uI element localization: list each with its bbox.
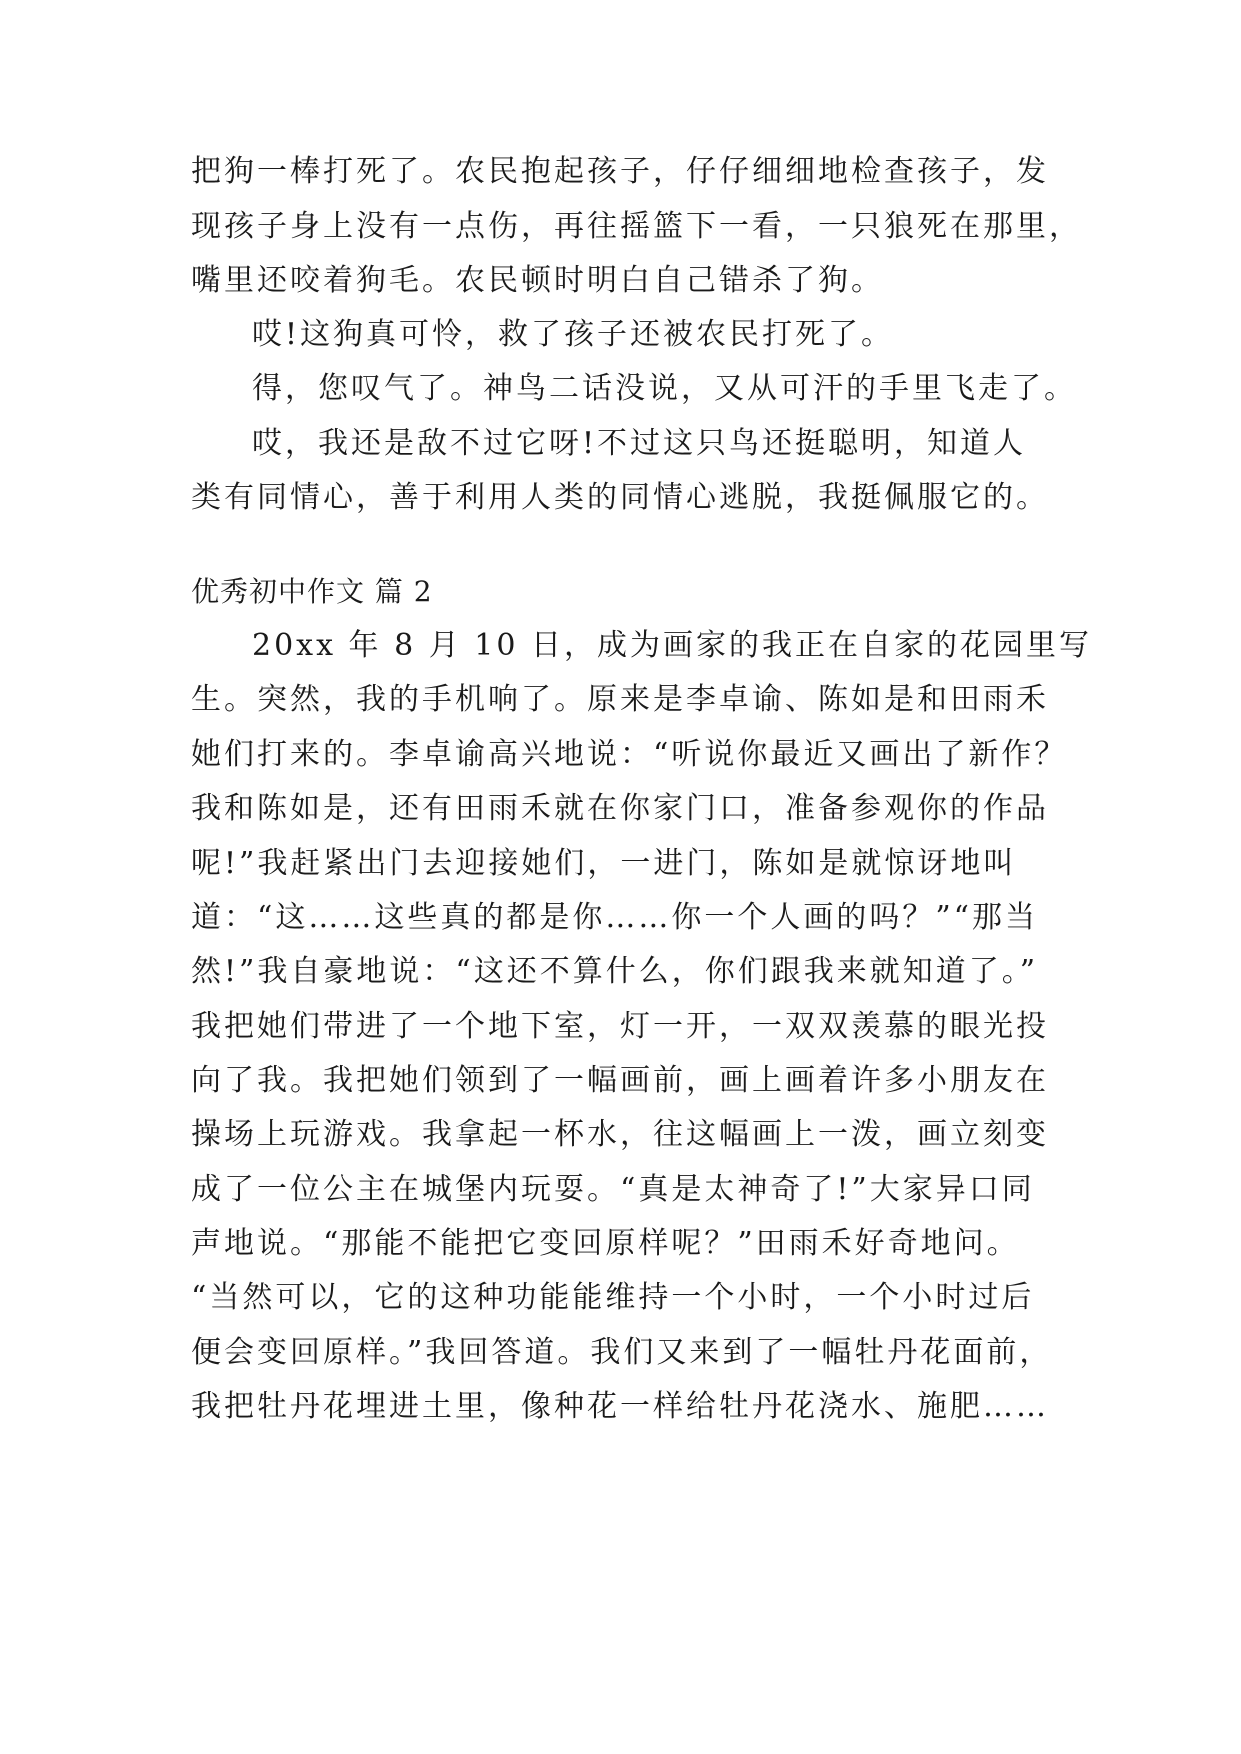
text-line: 哎，我还是敌不过它呀!不过这只鸟还挺聪明，知道人 — [252, 426, 1027, 461]
text-line: 我把她们带进了一个地下室，灯一开，一双双羡慕的眼光投 — [191, 1009, 1049, 1044]
text-line: 她们打来的。李卓谕高兴地说：“听说你最近又画出了新作？ — [191, 737, 1068, 772]
text-line: “当然可以，它的这种功能能维持一个小时，一个小时过后 — [191, 1280, 1035, 1315]
paragraph-text: 得，您叹气了。神鸟二话没说，又从可汗的手里飞走了。 — [252, 371, 1077, 406]
text-line: 便会变回原样。”我回答道。我们又来到了一幅牡丹花面前， — [191, 1335, 1053, 1370]
text-line: 我把牡丹花埋进土里，像种花一样给牡丹花浇水、施肥…… — [191, 1389, 1049, 1424]
section-heading: 优秀初中作文 篇 2 — [191, 575, 433, 608]
text-line: 成了一位公主在城堡内玩耍。“真是太神奇了!”大家异口同 — [191, 1172, 1035, 1207]
paragraph-text: 哎!这狗真可怜，救了孩子还被农民打死了。 — [252, 317, 895, 352]
text-line: 20xx 年 8 月 10 日，成为画家的我正在自家的花园里写 — [252, 628, 1092, 663]
text-line: 嘴里还咬着狗毛。农民顿时明白自己错杀了狗。 — [191, 263, 884, 298]
text-line: 声地说。“那能不能把它变回原样呢？”田雨禾好奇地问。 — [191, 1226, 1020, 1261]
text-line: 生。突然，我的手机响了。原来是李卓谕、陈如是和田雨禾 — [191, 682, 1049, 717]
text-line: 把狗一棒打死了。农民抱起孩子，仔仔细细地检查孩子，发 — [191, 154, 1049, 189]
text-line: 呢!”我赶紧出门去迎接她们，一进门，陈如是就惊讶地叫 — [191, 846, 1017, 881]
text-line: 类有同情心，善于利用人类的同情心逃脱，我挺佩服它的。 — [191, 480, 1049, 515]
text-line: 现孩子身上没有一点伤，再往摇篮下一看，一只狼死在那里， — [191, 209, 1082, 244]
text-line: 我和陈如是，还有田雨禾就在你家门口，准备参观你的作品 — [191, 791, 1049, 826]
text-line: 道：“这……这些真的都是你……你一个人画的吗？”“那当 — [191, 900, 1039, 935]
text-line: 操场上玩游戏。我拿起一杯水，往这幅画上一泼，画立刻变 — [191, 1117, 1049, 1152]
text-line: 向了我。我把她们领到了一幅画前，画上画着许多小朋友在 — [191, 1063, 1049, 1098]
text-line: 然!”我自豪地说：“这还不算什么，你们跟我来就知道了。” — [191, 954, 1039, 989]
